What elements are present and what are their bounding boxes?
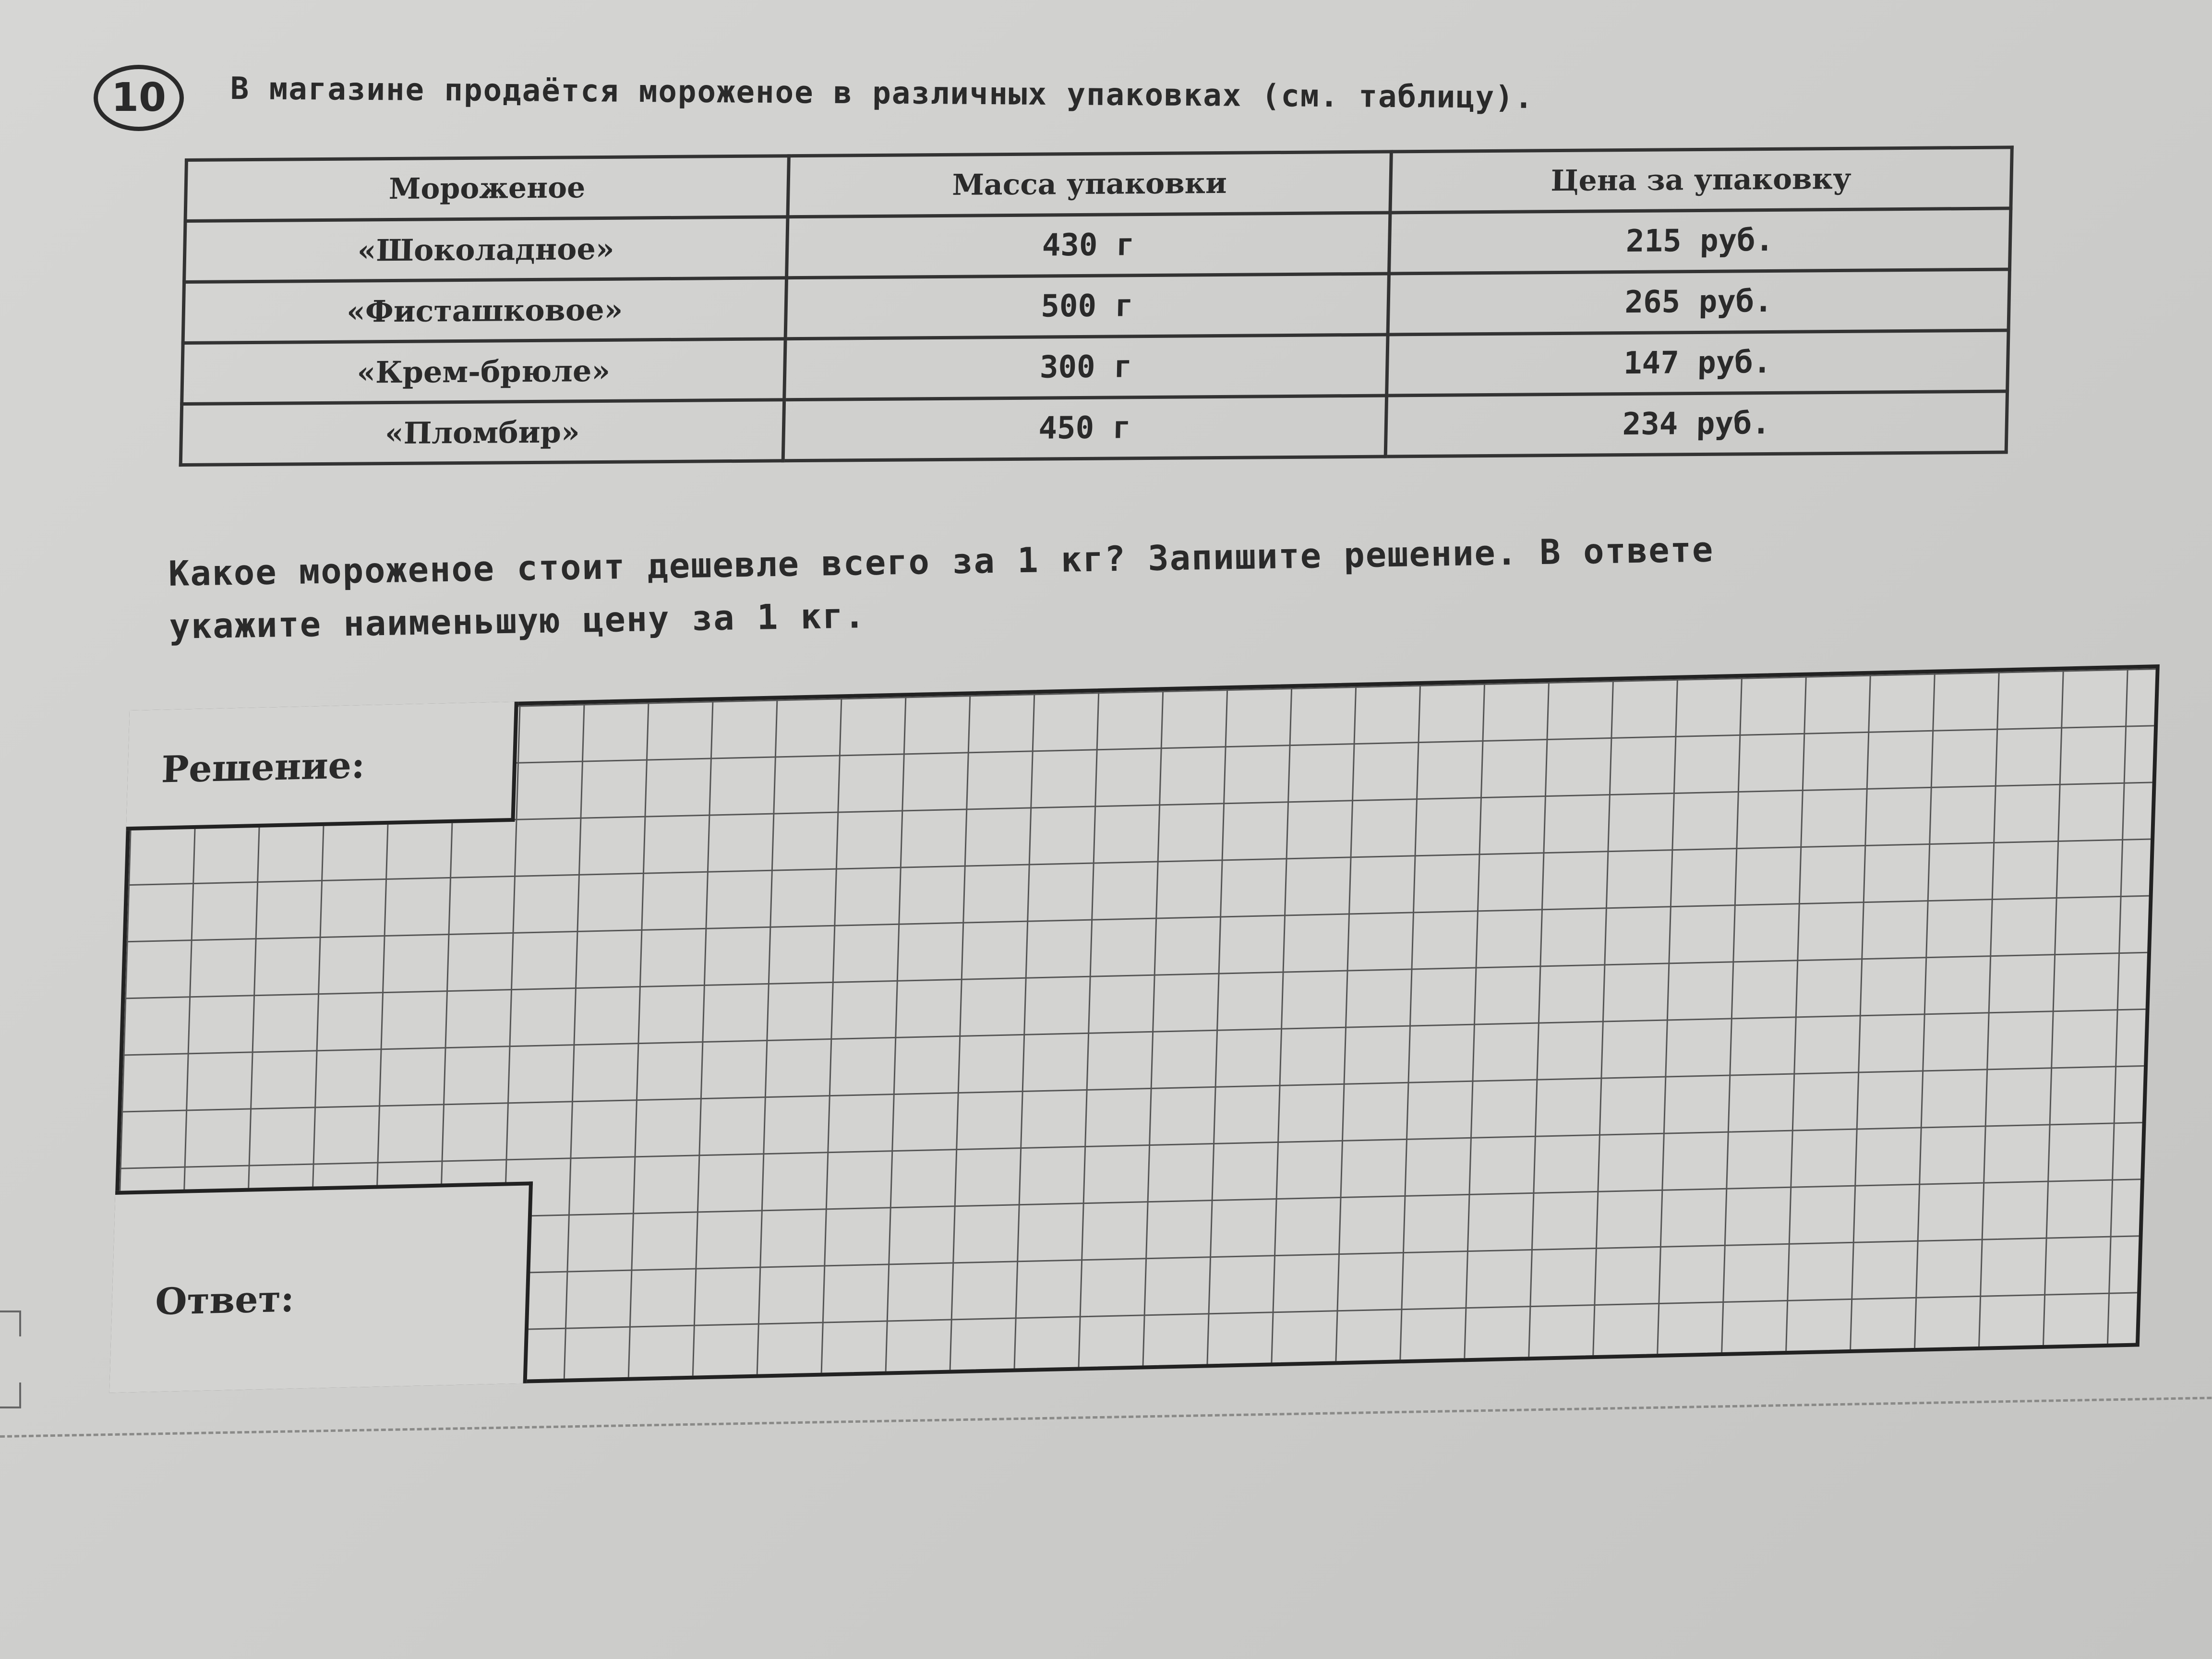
header-package-price: Цена за упаковку (1390, 147, 2012, 213)
answer-grid-area (109, 664, 2160, 1393)
margin-crop-mark (0, 1310, 21, 1336)
table-row (180, 391, 2007, 465)
ice-cream-name: «Пломбир» (180, 400, 784, 465)
task-intro-text: В магазине продаётся мороженое в различных упаковках (см. таблицу). (230, 71, 1534, 116)
solution-label: Решение: (160, 743, 366, 791)
question-text (168, 517, 2066, 653)
ice-cream-name: «Фисташковое» (183, 278, 786, 343)
header-package-mass: Масса упаковки (788, 152, 1391, 217)
solution-label-box (126, 702, 518, 831)
package-price: 265 руб. (1388, 269, 2009, 335)
ice-cream-name: «Шоколадное» (184, 217, 788, 282)
package-mass: 500 г (785, 274, 1389, 339)
package-mass: 300 г (784, 335, 1388, 400)
package-mass: 450 г (783, 396, 1386, 461)
answer-label-box (109, 1181, 533, 1393)
margin-crop-mark (0, 1382, 21, 1408)
task-number-badge: 10 (94, 65, 184, 131)
package-price: 234 руб. (1385, 391, 2007, 457)
question-line-1: Какое мороженое стоит дешевле всего за 1 кг? Запишите решение. В ответе (168, 529, 1714, 594)
answer-label: Ответ: (155, 1277, 295, 1323)
question-line-2: укажите наименьшую цену за 1 кг. (168, 595, 866, 647)
package-price: 147 руб. (1387, 330, 2008, 396)
ice-cream-prices-table (179, 145, 2014, 467)
header-ice-cream: Мороженое (185, 156, 789, 221)
page-edge-divider (0, 1397, 2212, 1438)
ice-cream-name: «Крем-брюле» (182, 339, 785, 404)
package-mass: 430 г (787, 213, 1390, 278)
package-price: 215 руб. (1389, 208, 2010, 274)
